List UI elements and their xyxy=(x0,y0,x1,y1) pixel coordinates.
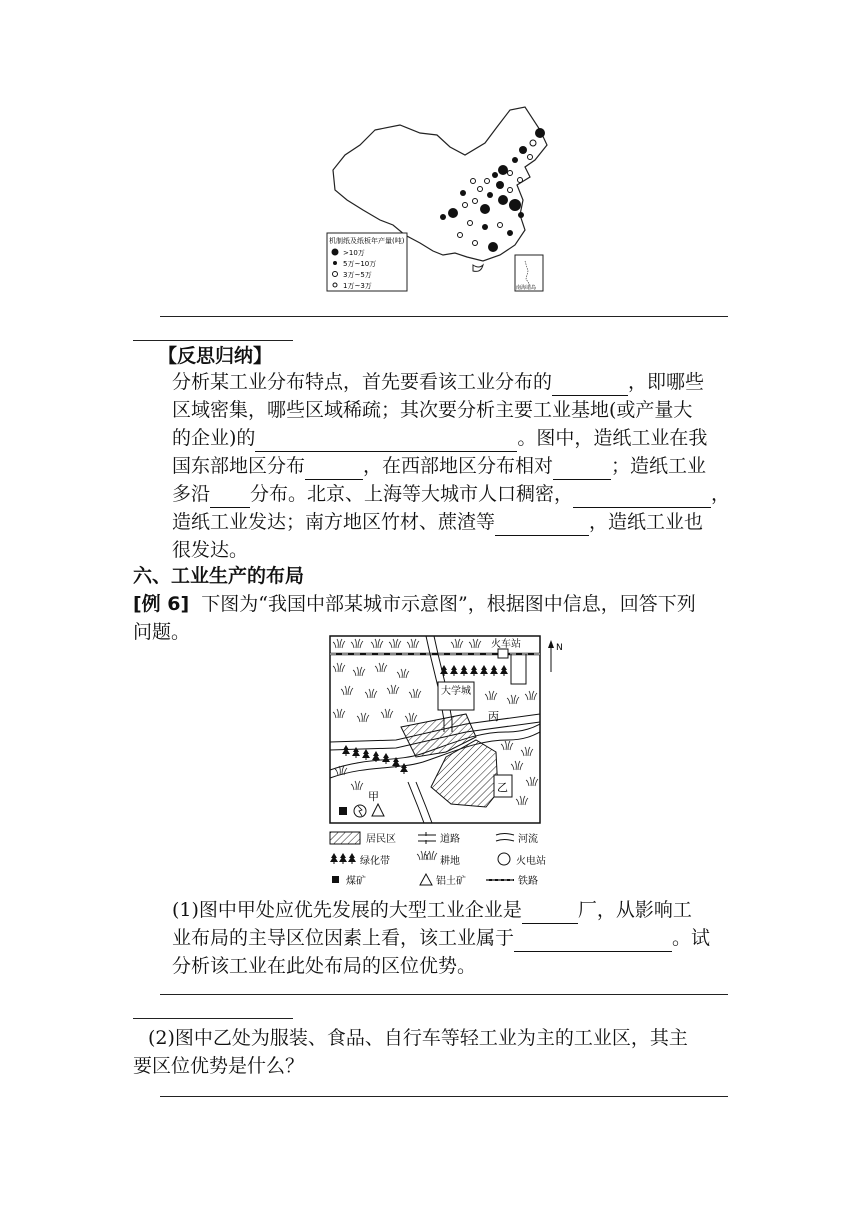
example-6-text: 问题。 xyxy=(133,621,191,643)
reflection-text: 国东部地区分布 xyxy=(172,455,306,477)
map1-legend-item-4: 1万~3万 xyxy=(343,282,372,290)
paper-production-map xyxy=(325,105,550,295)
q1-text: (1)图中甲处应优先发展的大型工业企业是 xyxy=(172,899,522,921)
south-sea-label: 南海诸岛 xyxy=(516,285,537,291)
example-6-line-1 xyxy=(133,590,696,618)
map1-legend-box xyxy=(327,233,407,291)
answer-line-q1b[interactable] xyxy=(133,1018,293,1019)
answer-line-q2[interactable] xyxy=(160,1096,728,1097)
label-jia: 甲 xyxy=(368,790,379,803)
reflection-text: 分析某工业分布特点，首先要看该工业分布的 xyxy=(172,371,553,393)
answer-line-1b[interactable] xyxy=(133,340,293,341)
coal-mine-symbol xyxy=(339,807,347,815)
legend-farmland: 耕地 xyxy=(440,856,460,867)
reflection-text: ， xyxy=(711,483,731,505)
q1-text: 。试 xyxy=(672,927,711,949)
q1-line-3 xyxy=(172,952,476,980)
south-sea-inset xyxy=(515,255,543,291)
campus-label: 大学城 xyxy=(441,686,471,697)
reflection-line-1 xyxy=(172,368,704,396)
station-label: 火车站 xyxy=(491,639,521,650)
reflection-text: ；造纸工业 xyxy=(611,455,707,477)
map1-legend-item-2: 5万~10万 xyxy=(343,260,377,268)
q2-text: 要区位优势是什么？ xyxy=(133,1055,305,1077)
city-map xyxy=(326,632,566,890)
reflection-heading: 【反思归纳】 xyxy=(158,345,273,367)
example-6-line-2 xyxy=(133,618,190,646)
answer-line-1a[interactable] xyxy=(160,316,728,317)
reflection-line-5 xyxy=(172,480,730,508)
reflection-text: 造纸工业发达；南方地区竹材、蔗渣等 xyxy=(172,511,496,533)
reflection-text: 多沿 xyxy=(172,483,211,505)
reflection-line-2 xyxy=(172,396,692,424)
answer-blank[interactable] xyxy=(255,431,517,452)
q1-text: 业布局的主导区位因素上看，该工业属于 xyxy=(172,927,515,949)
section-6-title: 六、工业生产的布局 xyxy=(133,565,305,587)
reflection-text: 分布。北京、上海等大城市人口稠密， xyxy=(250,483,574,505)
q1-line-1 xyxy=(172,896,692,924)
answer-blank[interactable] xyxy=(514,931,672,952)
answer-blank[interactable] xyxy=(573,487,711,508)
reflection-text: ，即哪些 xyxy=(628,371,705,393)
legend-green-belt: 绿化带 xyxy=(360,856,390,867)
answer-blank[interactable] xyxy=(552,375,628,396)
station-building xyxy=(498,649,508,658)
reflection-text: ，在西部地区分布相对 xyxy=(363,455,554,477)
answer-blank[interactable] xyxy=(553,459,611,480)
q1-text: 厂，从影响工 xyxy=(577,899,692,921)
label-yi: 乙 xyxy=(497,781,508,794)
legend-river: 河流 xyxy=(518,834,538,845)
legend-residential: 居民区 xyxy=(366,834,396,845)
reflection-text: 区域密集，哪些区域稀疏；其次要分析主要工业基地(或产量大 xyxy=(172,399,693,421)
q1-text: 分析该工业在此处布局的区位优势。 xyxy=(172,955,477,977)
map1-legend-item-3: 3万~5万 xyxy=(343,271,372,279)
q1-line-2 xyxy=(172,924,710,952)
reflection-text: ，造纸工业也 xyxy=(589,511,704,533)
reflection-line-7 xyxy=(172,536,248,564)
reflection-text: 。图中，造纸工业在我 xyxy=(517,427,708,449)
q2-line-1 xyxy=(148,1024,688,1052)
example-6-text: 下图为“我国中部某城市示意图”，根据图中信息，回答下列 xyxy=(201,593,696,615)
answer-blank[interactable] xyxy=(210,487,250,508)
label-bing: 丙 xyxy=(488,710,499,723)
hainan-outline xyxy=(473,265,483,271)
map1-legend-item-1: >10万 xyxy=(343,249,365,257)
legend-coal-mine: 煤矿 xyxy=(346,876,366,887)
q2-line-2 xyxy=(133,1052,304,1080)
reflection-text: 很发达。 xyxy=(172,539,249,561)
example-6-label: [例 6] xyxy=(133,593,190,615)
reflection-line-3 xyxy=(172,424,707,452)
answer-blank[interactable] xyxy=(305,459,363,480)
legend-railway: 铁路 xyxy=(518,876,538,887)
north-label: N xyxy=(556,643,563,653)
map1-legend-title: 机制纸及纸板年产量(吨) xyxy=(329,237,405,245)
answer-blank[interactable] xyxy=(495,515,589,536)
reflection-line-4 xyxy=(172,452,706,480)
q2-text: (2)图中乙处为服装、食品、自行车等轻工业为主的工业区，其主 xyxy=(148,1027,688,1049)
answer-line-q1a[interactable] xyxy=(160,994,728,995)
legend-road: 道路 xyxy=(440,834,460,845)
answer-blank[interactable] xyxy=(522,903,578,924)
reflection-line-6 xyxy=(172,508,703,536)
legend-power-station: 火电站 xyxy=(516,856,546,867)
city-map-legend xyxy=(330,832,546,887)
legend-bauxite: 铝土矿 xyxy=(436,876,466,887)
reflection-text: 的企业)的 xyxy=(172,427,256,449)
